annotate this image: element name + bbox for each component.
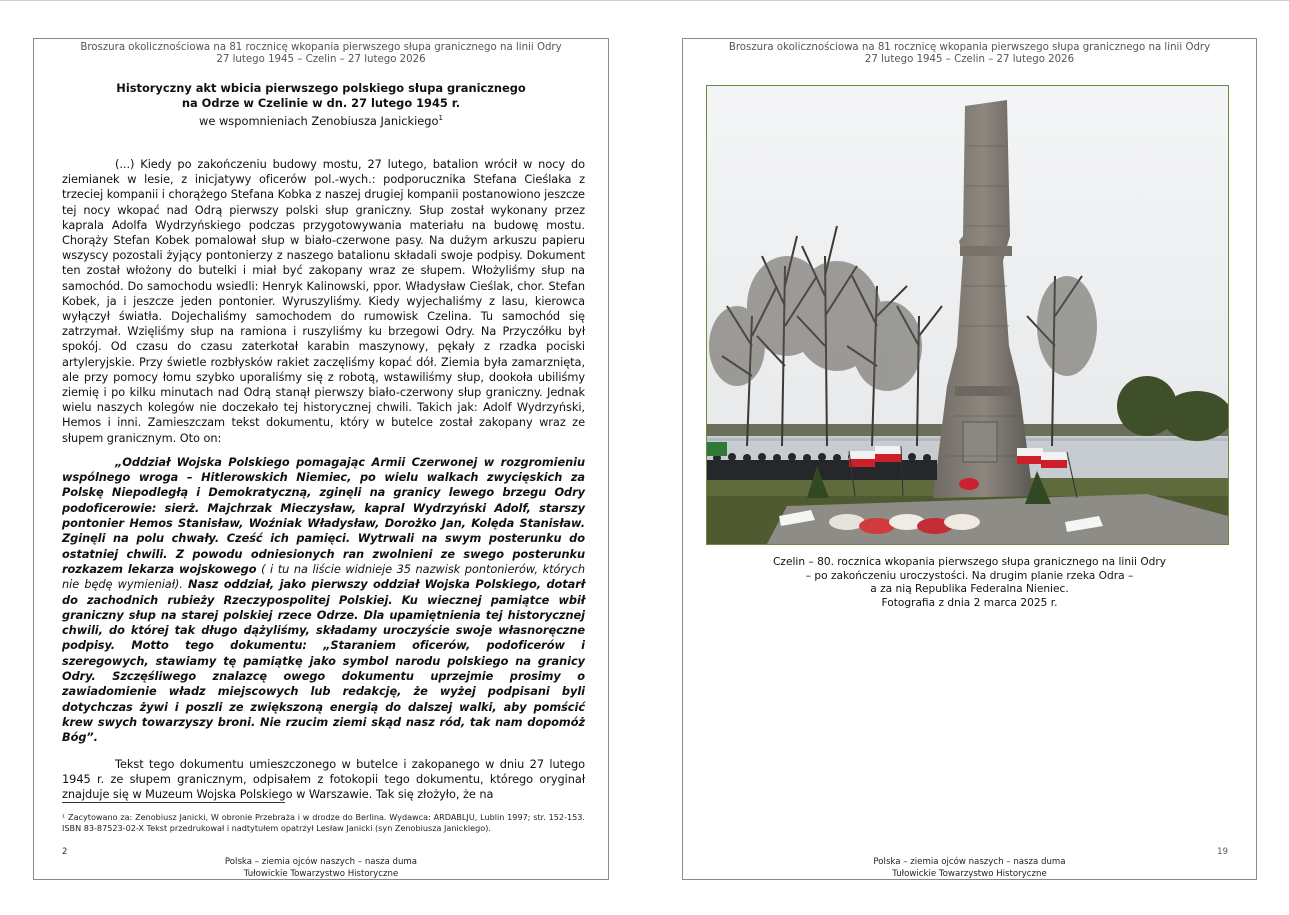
caption-line-1: Czelin – 80. rocznica wkopania pierwszego słupa granicznego na linii Odry: [772, 556, 1167, 568]
document-quote: [62, 455, 585, 746]
viewer-top-line: [0, 0, 1289, 1]
header-line-1: Broszura okolicznościowa na 81 rocznicę wkopania pierwszego słupa granicznego na linii Odry: [728, 42, 1211, 53]
page-footer: [34, 857, 608, 880]
footer-line-2: Tułowickie Towarzystwo Historyczne: [892, 868, 1047, 879]
caption-line-3: a za nią Republika Federalna Nieniec.: [870, 583, 1069, 595]
footnote-rule: [62, 802, 285, 803]
page-number: 19: [1217, 847, 1228, 857]
page-header: [34, 42, 608, 66]
paragraph-2: Tekst tego dokumentu umieszczonego w butelce i zakopanego w dniu 27 lutego 1945 r. ze słupem granicznym, odpisałem z fotokopii tego dokumentu, którego oryginał znajduje się w Muzeum Wojska Polskiego w Warszawie. Tak się złożyło, że na: [62, 756, 585, 801]
header-line-2: 27 lutego 1945 – Czelin – 27 lutego 2026: [864, 54, 1075, 65]
header-line-1: Broszura okolicznościowa na 81 rocznicę wkopania pierwszego słupa granicznego na linii Odry: [80, 42, 562, 53]
title-line-2: na Odrze w Czelinie w dn. 27 lutego 1945 r.: [181, 96, 461, 110]
quote-note: ( i tu na liście widnieje 35 nazwisk pontonierów, których nie będę wymieniał).: [62, 561, 585, 592]
page-footer: [683, 857, 1256, 880]
footnote: ¹ Zacytowano za: Zenobiusz Janicki, W obronie Przebraża i w drodze do Berlina. Wydawca: ARDABLJU, Lublin 1997; str. 152-153. ISBN 83-87523-02-X Tekst przedrukował i nadtytułem opatrzył Lesław Janicki (syn Zenobiusza Janickiego).: [62, 812, 585, 833]
footer-line-2: Tułowickie Towarzystwo Historyczne: [243, 868, 399, 879]
footnote-ref[interactable]: 1: [438, 114, 443, 122]
footer-line-1: Polska – ziemia ojców naszych – nasza duma: [224, 857, 418, 867]
photo-caption: [723, 556, 1216, 610]
paragraph-1: (...) Kiedy po zakończeniu budowy mostu, 27 lutego, batalion wrócił w nocy do ziemianek w lesie, z inicjatywy oficerów pol.-wych.: podporucznika Stefana Cieślaka z trzeciej kompanii i chorążego Stefana Kobka z naszej drugiej kompanii postanowiono jeszcze tej nocy wkopać nad Odrą pierwszy polski słup graniczny. Słup został wykonany przez kaprala Adolfa Wydrzyńskiego podczas przygotowywania materiału na budowę mostu. Chorąży Stefan Kobek pomalował słup w biało-czerwone pasy. Na dużym arkuszu papieru wszyscy pozostali żyjący pontonierzy z naszego batalionu składali swoje podpisy. Dokument ten został włożony do butelki i miał być zakopany wraz ze słupem. Włożyliśmy słup na samochód. Do samochodu wsiedli: Henryk Kalinowski, ppor. Władysław Cieślak, chor. Stefan Kobek, ja i jeszcze jeden pontonier. Wyruszyliśmy. Kiedy wyjechaliśmy z lasu, kierowca wyłączył światła. Dojechaliśmy samochodem do rumowisk Czelina. Tu samochód się zatrzymał. Wzięliśmy słup na ramiona i ruszyliśmy ku brzegowi Odry. Na Przyczółku był spokój. Od czasu do czasu zaterkotał karabin maszynowy, pękały z rzadka pociski artyleryjskie. Przy świetle rozbłysków rakiet zaczęliśmy kopać dół. Ziemia była zamarznięta, ale przy pomocy łomu szybko uporaliśmy się z robotą, wstawiliśmy słup, dookoła ubiliśmy ziemię i po kilku minutach nad Odrą stanął pierwszy biało-czerwony słup graniczny. Jednak wielu naszych kolegów nie doczekało tej historycznej chwili. Takich jak: Adolf Wydrzyński, Hemos i inni. Zamieszczam tekst dokumentu, który w butelce został zakopany wraz ze słupem granicznym. Oto on:: [62, 157, 585, 445]
caption-line-4: Fotografia z dnia 2 marca 2025 r.: [881, 596, 1058, 609]
quote-part-b: Nasz oddział, jako pierwszy oddział Wojska Polskiego, dotarł do zachodnich rubieży Rzeczypospolitej Polskiej. Ku wiecznej pamiątce wbił graniczny słup na starej polskiej rzece Odrze. Dla upamiętnienia tej historycznej chwili, do której tak długo dążyliśmy, składamy uroczyście swoje własnoręczne podpisy. Motto tego dokumentu: „Staraniem oficerów, podoficerów i szeregowych, stawiamy tę pamiątkę jako symbol narodu polskiego na granicy Odry. Szczęśliwego znalazcę owego dokumentu uprzejmie prosimy o zawiadomienie władz miejscowych lub redakcję, że wyżej podpisani byli dotychczas żywi i poszli ze zwiększoną energią do dalszej walki, aby pomścić krew swych towarzyszy broni. Nie rzucim ziemi skąd nasz ród, tak nam dopomóż Bóg”.: [62, 577, 585, 745]
footer-line-1: Polska – ziemia ojców naszych – nasza duma: [873, 857, 1066, 867]
article-body: [62, 157, 585, 802]
title-line-3: we wspomnieniach Zenobiusza Janickiego: [199, 113, 439, 128]
monument-photo-image: [707, 86, 1228, 544]
caption-line-2: – po zakończeniu uroczystości. Na drugim planie rzeka Odra –: [805, 569, 1134, 582]
monument-photo: [706, 85, 1229, 545]
page-header: [683, 42, 1256, 66]
title-line-1: Historyczny akt wbicia pierwszego polskiego słupa granicznego: [116, 81, 526, 95]
header-line-2: 27 lutego 1945 – Czelin – 27 lutego 2026: [216, 54, 426, 65]
article-title: [64, 81, 578, 129]
page-right: [682, 38, 1257, 880]
page-left: [33, 38, 609, 880]
quote-part-a: „Oddział Wojska Polskiego pomagając Armii Czerwonej w rozgromieniu wspólnego wroga – Hitlerowskich Niemiec, po wielu walkach zwycięskich za Polskę Niepodległą i Demokratyczną, zginęli na granicy lewego brzegu Odry podoficerowie: sierż. Majchrzak Mieczysław, kapral Wydrzyński Adolf, starszy pontonier Hemos Stanisław, Woźniak Władysław, Dorożko Jan, Kolęda Stanisław. Zginęli na polu chwały. Cześć ich pamięci. Wytrwali na swym posterunku do ostatniej chwili. Z powodu odniesionych ran zwolnieni ze swego posterunku rozkazem lekarza wojskowego: [62, 454, 585, 576]
page-number: 2: [62, 847, 68, 857]
